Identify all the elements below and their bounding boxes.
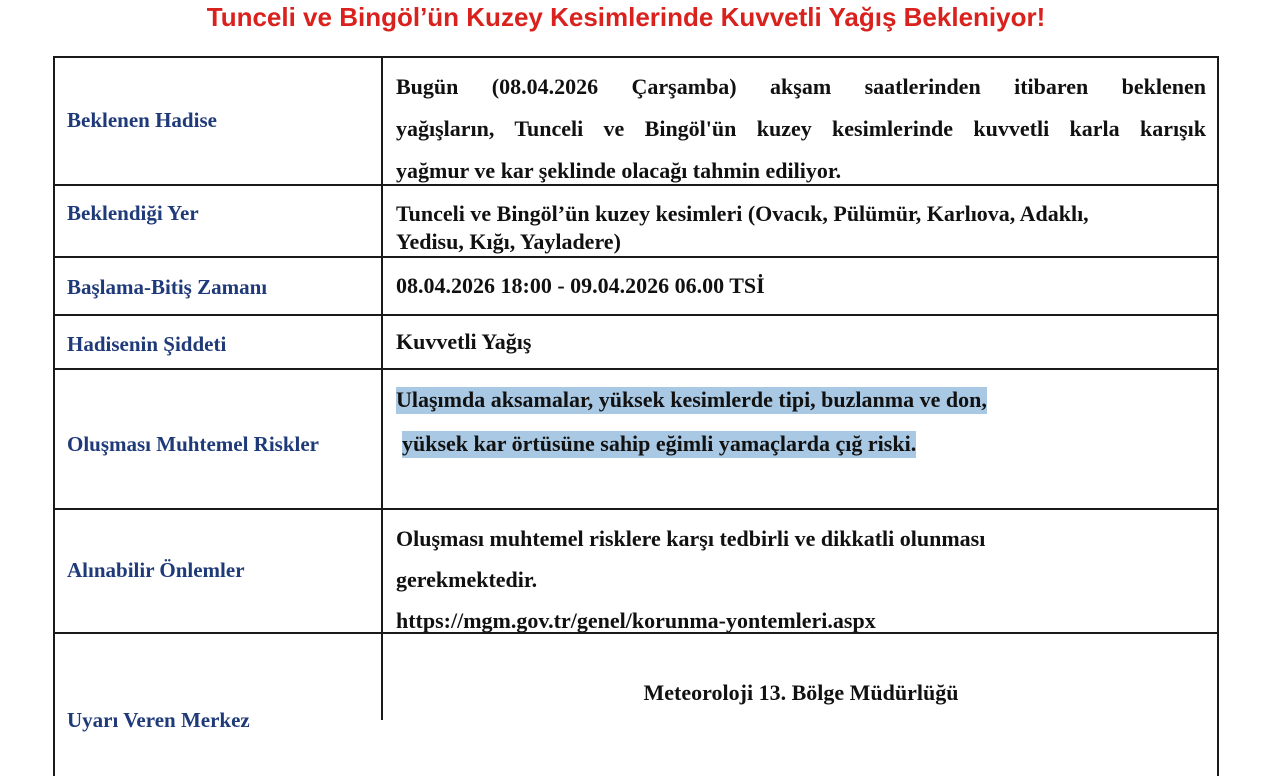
value-line: Yedisu, Kığı, Yayladere): [396, 229, 621, 254]
row-value-expected-place: [396, 200, 1206, 256]
value-line: Meteoroloji 13. Bölge Müdürlüğü: [643, 680, 959, 705]
row-value-issuing-center: [396, 680, 1206, 706]
row-value-expected-event: [396, 66, 1206, 192]
column-divider: [381, 56, 383, 720]
precautions-link[interactable]: https://mgm.gov.tr/genel/korunma-yontemleri.aspx: [396, 608, 876, 633]
row-label-issuing-center: Uyarı Veren Merkez: [67, 708, 250, 732]
value-line: [396, 378, 1206, 422]
value-line: [396, 422, 1206, 466]
value-line: yağmur ve kar şeklinde olacağı tahmin ediliyor.: [396, 158, 842, 183]
highlighted-text: Ulaşımda aksamalar, yüksek kesimlerde tipi, buzlanma ve don,: [396, 387, 987, 412]
row-divider: [53, 508, 1219, 510]
row-label-possible-risks: Oluşması Muhtemel Riskler: [67, 432, 319, 456]
highlighted-text: yüksek kar örtüsüne sahip eğimli yamaçlarda çığ riski.: [402, 431, 917, 456]
row-value-event-severity: [396, 329, 1206, 355]
row-divider: [53, 256, 1219, 258]
row-label-precautions: Alınabilir Önlemler: [67, 558, 245, 582]
document-title: Tunceli ve Bingöl’ün Kuzey Kesimlerinde Kuvvetli Yağış Bekleniyor!: [206, 2, 1046, 32]
value-line: Oluşması muhtemel risklere karşı tedbirli ve dikkatli olunması: [396, 526, 986, 551]
row-label-start-end-time: Başlama-Bitiş Zamanı: [67, 275, 268, 299]
value-line: gerekmektedir.: [396, 567, 538, 592]
row-value-start-end-time: [396, 273, 1206, 299]
row-divider: [53, 368, 1219, 370]
value-line: Tunceli ve Bingöl’ün kuzey kesimleri (Ovacık, Pülümür, Karlıova, Adaklı,: [396, 201, 1089, 226]
row-value-precautions: [396, 518, 1206, 641]
row-label-expected-place: Beklendiği Yer: [67, 201, 199, 225]
value-line: 08.04.2026 18:00 - 09.04.2026 06.00 TSİ: [396, 273, 765, 298]
row-label-expected-event: Beklenen Hadise: [67, 108, 217, 132]
row-divider: [53, 314, 1219, 316]
value-line: Bugün (08.04.2026 Çarşamba) akşam saatlerinden itibaren beklenen: [396, 74, 1206, 99]
value-line: yağışların, Tunceli ve Bingöl'ün kuzey kesimlerinde kuvvetli karla karışık: [396, 116, 1206, 141]
row-value-possible-risks: [396, 378, 1206, 466]
row-label-event-severity: Hadisenin Şiddeti: [67, 332, 227, 356]
value-line: Kuvvetli Yağış: [396, 329, 532, 354]
